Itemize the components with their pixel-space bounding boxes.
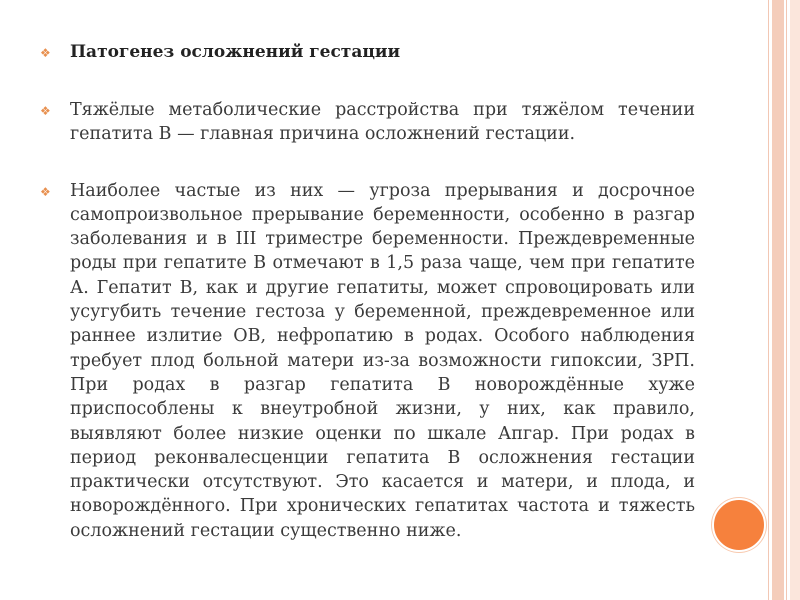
decorative-stripe [772,0,784,600]
decorative-stripe [768,0,769,600]
bullet-item-paragraph-2 [40,179,695,543]
slide-title: Патогенез осложнений гестации [70,42,401,62]
slide-content [40,40,695,543]
bullet-icon: ❖ [40,184,51,199]
decorative-circle [712,498,766,552]
decorative-stripe [786,0,787,600]
bullet-icon: ❖ [40,46,51,60]
decorative-stripe [790,0,800,600]
bullet-item-paragraph-1 [40,98,695,147]
paragraph-2: Наиболее частые из них — угроза прерывания и досрочное самопроизвольное прерывание беременности, особенно в разгар заболевания и в III триместре беременности. Преждевременные роды при гепатите В отмечают в 1,5 раза чаще, чем при гепатите А. Гепатит В, как и другие гепатиты, может спровоцировать или усугубить течение гестоза у беременной, преждевременное или раннее излитие ОВ, нефропатию в родах. Особого наблюдения требует плод больной матери из-за возможности гипоксии, ЗРП. При родах в разгар гепатита В новорождённые хуже приспособлены к внеутробной жизни, у них, как правило, выявляют более низкие оценки по шкале Апгар. При родах в период реконвалесценции гепатита В осложнения гестации практически отсутствуют. Это касается и матери, и плода, и новорождённого. При хронических гепатитах частота и тяжесть осложнений гестации существенно ниже. [70,180,695,541]
bullet-item-title [40,40,695,64]
paragraph-1: Тяжёлые метаболические расстройства при тяжёлом течении гепатита В — главная причина осложнений гестации. [70,100,695,145]
bullet-icon: ❖ [40,104,51,118]
